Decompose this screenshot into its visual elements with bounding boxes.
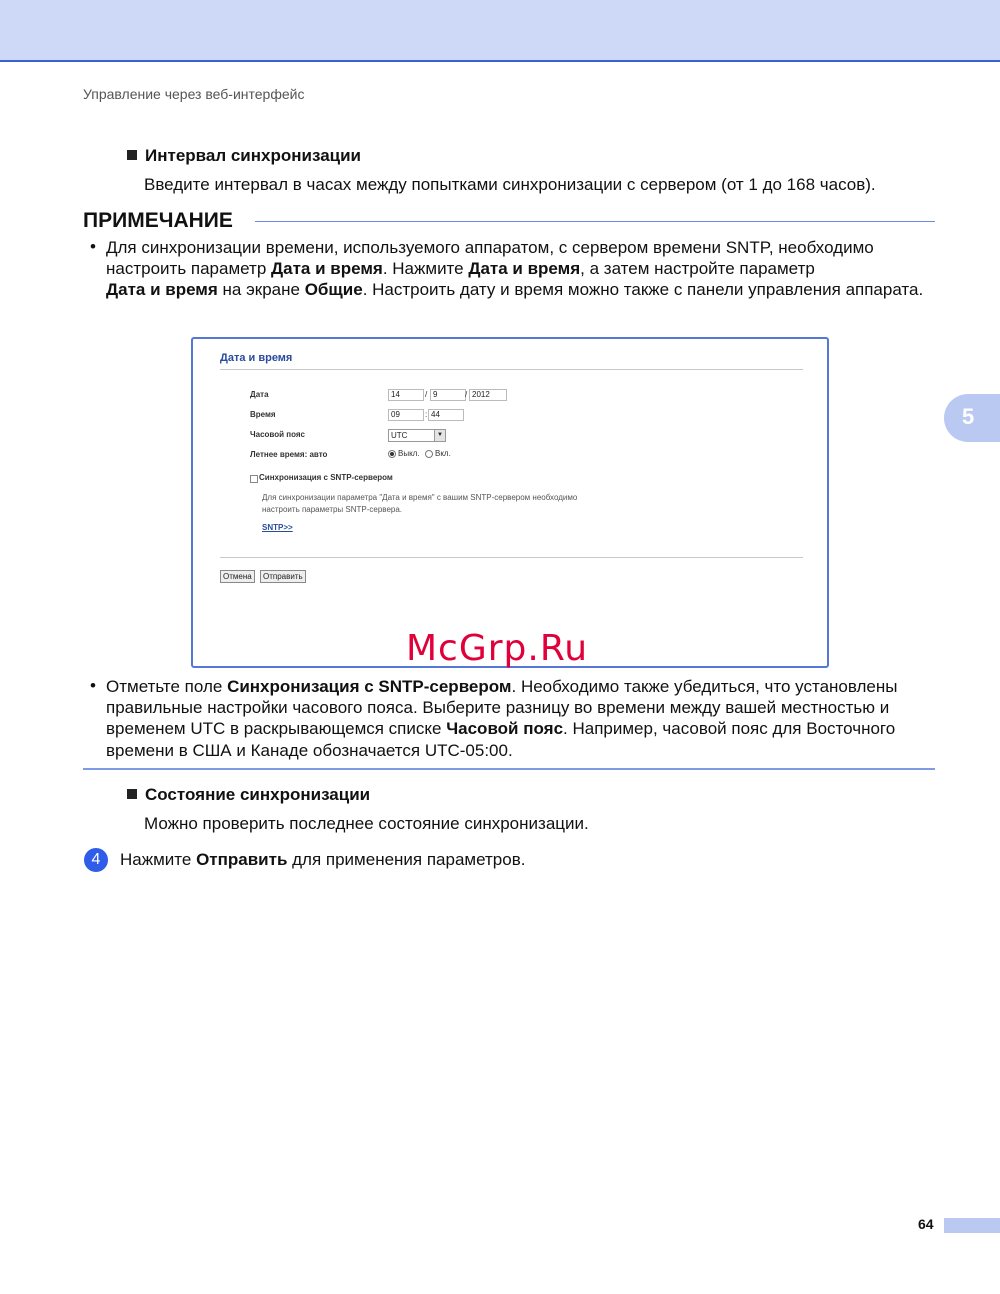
square-bullet-icon [127,789,137,799]
date-year-input[interactable]: 2012 [469,389,507,401]
date-label: Дата [250,390,269,399]
step-4-text: Нажмите Отправить для применения параметров. [120,850,526,869]
note-rule [255,221,935,222]
sntp-link[interactable]: SNTP>> [262,523,293,532]
dst-on-radio[interactable] [425,450,433,458]
page-number-bar [944,1218,1000,1233]
time-label: Время [250,410,276,419]
dst-on-label: Вкл. [435,449,451,458]
screenshot-bottom-divider [220,557,803,558]
dst-off-label: Выкл. [398,449,420,458]
timezone-label: Часовой пояс [250,430,305,439]
date-month-input[interactable]: 9 [430,389,466,401]
sntp-checkbox-label: Синхронизация с SNTP-сервером [259,473,393,482]
date-separator: / [465,390,468,399]
dst-off-radio[interactable] [388,450,396,458]
section-heading-sync-interval: Интервал синхронизации [127,146,361,166]
note-end-rule [83,768,935,770]
section-text-sync-status: Можно проверить последнее состояние синхронизации. [144,814,589,833]
chevron-down-icon[interactable]: ▼ [434,430,445,441]
dst-label: Летнее время: авто [250,450,328,459]
bullet-dot-icon: • [90,237,96,256]
section-text-sync-interval: Введите интервал в часах между попытками синхронизации с сервером (от 1 до 168 часов). [144,175,876,194]
date-day-input[interactable]: 14 [388,389,424,401]
date-separator: / [425,390,428,399]
watermark: McGrp.Ru [406,628,589,669]
settings-screenshot [191,337,829,668]
chapter-number: 5 [962,404,975,429]
page-number: 64 [918,1216,934,1232]
time-minute-input[interactable]: 44 [428,409,464,421]
sntp-info-text: Для синхронизации параметра "Дата и время" с вашим SNTP-сервером необходимо настроить параметры SNTP-сервера. [262,493,578,514]
screenshot-divider [220,369,803,370]
screenshot-title: Дата и время [220,352,293,364]
time-separator: : [425,410,428,419]
bullet-dot-icon: • [90,676,96,695]
note-bullet-1: Для синхронизации времени, используемого аппаратом, с сервером времени SNTP, необходимо настроить параметр Дата и время. Нажмите Дата и время, а затем настройте параметр Дата и время на экране Общие. Настроить дату и время можно также с панели управления аппарата. [106,238,924,300]
sntp-checkbox[interactable] [250,475,258,483]
note-title: ПРИМЕЧАНИЕ [83,209,233,232]
cancel-button[interactable]: Отмена [220,570,255,583]
square-bullet-icon [127,150,137,160]
running-header: Управление через веб-интерфейс [83,86,305,102]
submit-button[interactable]: Отправить [260,570,306,583]
time-hour-input[interactable]: 09 [388,409,424,421]
note-bullet-2: Отметьте поле Синхронизация с SNTP-сервером. Необходимо также убедиться, что установлены правильные настройки часового пояса. Выберите разницу во времени между вашей местностью и временем UTC в раскрывающемся списке Часовой пояс. Например, часовой пояс для Восточного времени в США и Канаде обозначается UTC-05:00. [106,677,898,760]
chapter-tab [944,394,1000,442]
top-band [0,0,1000,62]
timezone-select[interactable]: UTC ▼ [388,429,446,442]
section-heading-sync-status: Состояние синхронизации [127,785,370,805]
step-number-badge: 4 [84,848,108,872]
